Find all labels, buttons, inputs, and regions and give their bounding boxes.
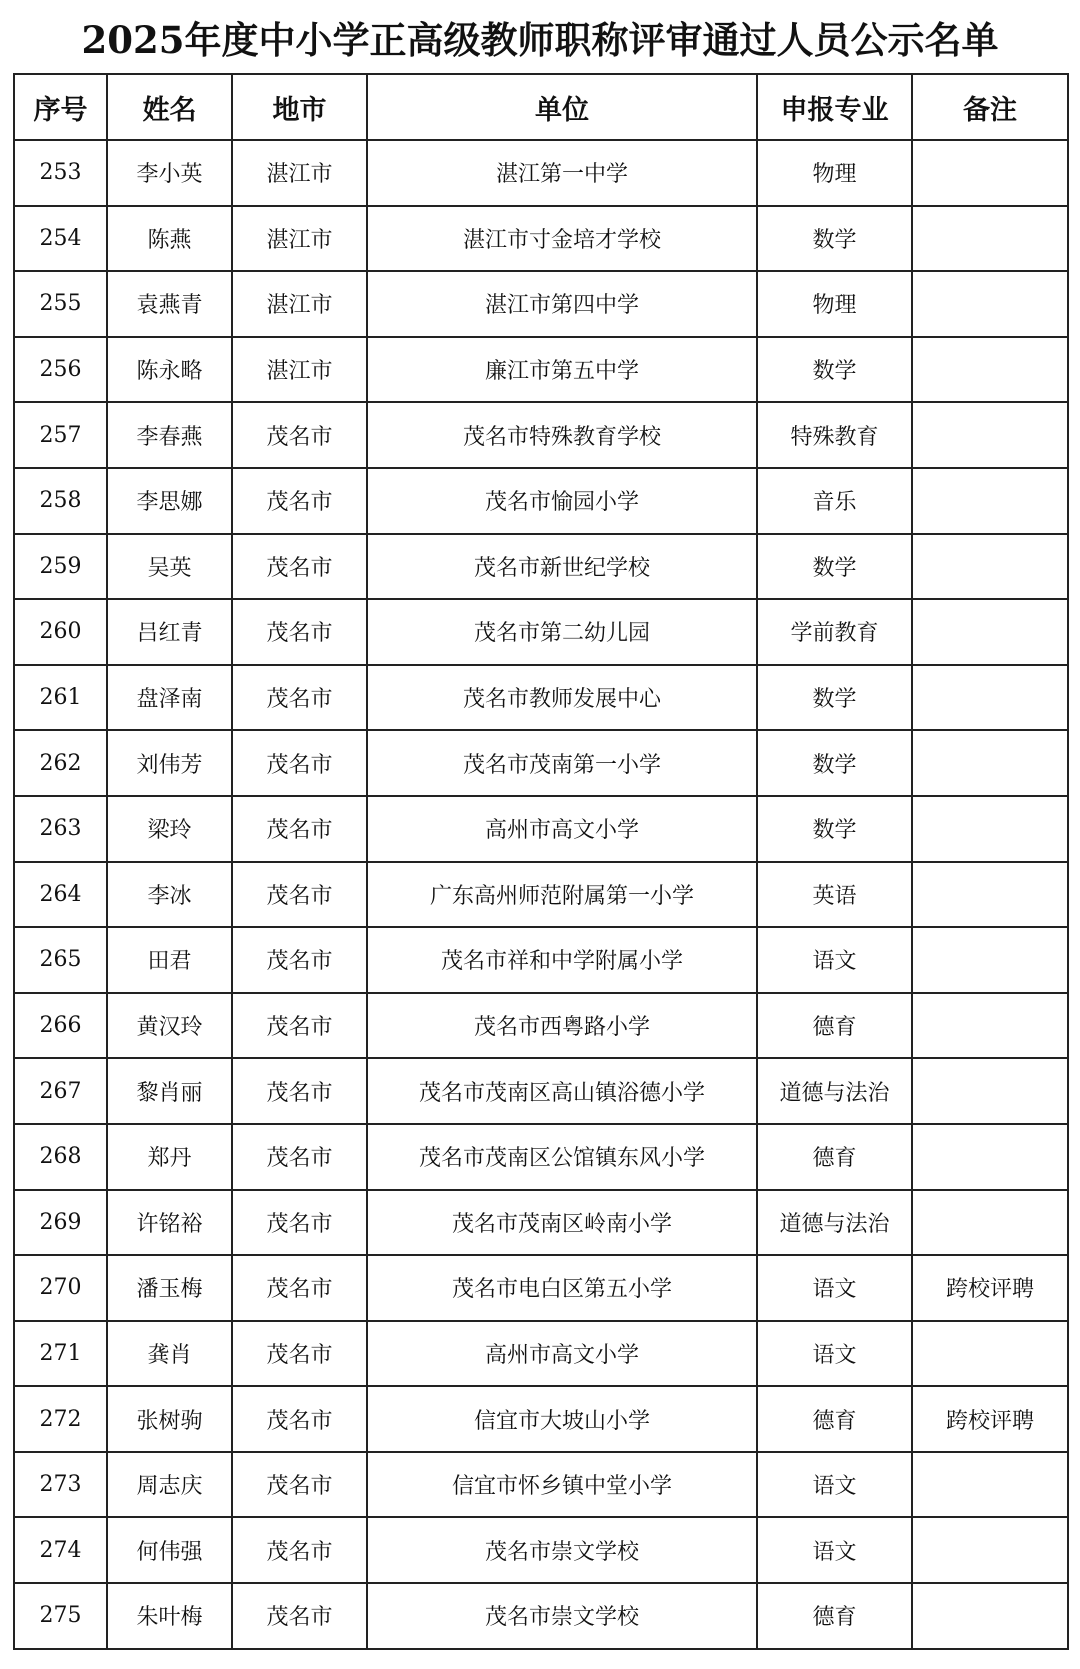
name-cell: 吕红青 xyxy=(107,599,232,665)
unit-cell: 茂名市第二幼儿园 xyxy=(367,599,757,665)
name-cell: 黎肖丽 xyxy=(107,1058,232,1124)
table-row xyxy=(14,206,1068,272)
table-row xyxy=(14,1255,1068,1321)
remark-cell xyxy=(912,1058,1068,1124)
major-cell: 学前教育 xyxy=(757,599,912,665)
table-row xyxy=(14,927,1068,993)
name-cell: 李春燕 xyxy=(107,402,232,468)
serial-cell: 267 xyxy=(14,1058,107,1124)
table-row xyxy=(14,534,1068,600)
header-major: 申报专业 xyxy=(757,74,912,140)
serial-cell: 256 xyxy=(14,337,107,403)
remark-cell xyxy=(912,1190,1068,1256)
header-unit: 单位 xyxy=(367,74,757,140)
major-cell: 物理 xyxy=(757,271,912,337)
city-cell: 湛江市 xyxy=(232,206,367,272)
remark-cell xyxy=(912,140,1068,206)
remark-cell xyxy=(912,1124,1068,1190)
major-cell: 道德与法治 xyxy=(757,1190,912,1256)
remark-cell xyxy=(912,534,1068,600)
table-row xyxy=(14,730,1068,796)
remark-cell xyxy=(912,730,1068,796)
document-title: 2025年度中小学正高级教师职称评审通过人员公示名单 xyxy=(81,18,999,62)
remark-cell: 跨校评聘 xyxy=(912,1255,1068,1321)
unit-cell: 茂名市茂南区公馆镇东风小学 xyxy=(367,1124,757,1190)
city-cell: 茂名市 xyxy=(232,862,367,928)
name-cell: 朱叶梅 xyxy=(107,1583,232,1649)
major-cell: 数学 xyxy=(757,665,912,731)
table-row xyxy=(14,140,1068,206)
unit-cell: 湛江市第四中学 xyxy=(367,271,757,337)
serial-cell: 266 xyxy=(14,993,107,1059)
remark-cell xyxy=(912,1583,1068,1649)
table-row xyxy=(14,402,1068,468)
city-cell: 茂名市 xyxy=(232,1583,367,1649)
table-row xyxy=(14,271,1068,337)
city-cell: 茂名市 xyxy=(232,1452,367,1518)
city-cell: 茂名市 xyxy=(232,1386,367,1452)
city-cell: 茂名市 xyxy=(232,993,367,1059)
city-cell: 茂名市 xyxy=(232,402,367,468)
unit-cell: 茂名市电白区第五小学 xyxy=(367,1255,757,1321)
serial-cell: 270 xyxy=(14,1255,107,1321)
remark-cell xyxy=(912,206,1068,272)
serial-cell: 265 xyxy=(14,927,107,993)
table-row xyxy=(14,599,1068,665)
serial-cell: 257 xyxy=(14,402,107,468)
unit-cell: 茂名市茂南区岭南小学 xyxy=(367,1190,757,1256)
major-cell: 语文 xyxy=(757,1255,912,1321)
unit-cell: 茂名市教师发展中心 xyxy=(367,665,757,731)
unit-cell: 茂名市崇文学校 xyxy=(367,1517,757,1583)
name-cell: 潘玉梅 xyxy=(107,1255,232,1321)
header-name: 姓名 xyxy=(107,74,232,140)
serial-cell: 273 xyxy=(14,1452,107,1518)
unit-cell: 湛江市寸金培才学校 xyxy=(367,206,757,272)
name-cell: 张树驹 xyxy=(107,1386,232,1452)
unit-cell: 茂名市茂南第一小学 xyxy=(367,730,757,796)
city-cell: 湛江市 xyxy=(232,271,367,337)
city-cell: 茂名市 xyxy=(232,1190,367,1256)
name-cell: 陈永略 xyxy=(107,337,232,403)
header-city: 地市 xyxy=(232,74,367,140)
unit-cell: 茂名市茂南区高山镇浴德小学 xyxy=(367,1058,757,1124)
city-cell: 湛江市 xyxy=(232,337,367,403)
major-cell: 数学 xyxy=(757,337,912,403)
unit-cell: 高州市高文小学 xyxy=(367,796,757,862)
major-cell: 数学 xyxy=(757,730,912,796)
table-row xyxy=(14,1190,1068,1256)
city-cell: 茂名市 xyxy=(232,796,367,862)
table-row xyxy=(14,665,1068,731)
name-cell: 周志庆 xyxy=(107,1452,232,1518)
name-cell: 刘伟芳 xyxy=(107,730,232,796)
serial-cell: 254 xyxy=(14,206,107,272)
table-row xyxy=(14,796,1068,862)
remark-cell xyxy=(912,993,1068,1059)
city-cell: 茂名市 xyxy=(232,1255,367,1321)
name-cell: 梁玲 xyxy=(107,796,232,862)
serial-cell: 272 xyxy=(14,1386,107,1452)
remark-cell xyxy=(912,1452,1068,1518)
table-row xyxy=(14,1452,1068,1518)
unit-cell: 廉江市第五中学 xyxy=(367,337,757,403)
remark-cell xyxy=(912,599,1068,665)
table-row xyxy=(14,993,1068,1059)
unit-cell: 湛江第一中学 xyxy=(367,140,757,206)
serial-cell: 261 xyxy=(14,665,107,731)
remark-cell xyxy=(912,927,1068,993)
name-cell: 李小英 xyxy=(107,140,232,206)
name-cell: 许铭裕 xyxy=(107,1190,232,1256)
major-cell: 数学 xyxy=(757,796,912,862)
unit-cell: 茂名市特殊教育学校 xyxy=(367,402,757,468)
remark-cell xyxy=(912,796,1068,862)
name-cell: 袁燕青 xyxy=(107,271,232,337)
remark-cell xyxy=(912,1321,1068,1387)
serial-cell: 274 xyxy=(14,1517,107,1583)
remark-cell xyxy=(912,468,1068,534)
city-cell: 茂名市 xyxy=(232,665,367,731)
major-cell: 德育 xyxy=(757,1386,912,1452)
unit-cell: 茂名市愉园小学 xyxy=(367,468,757,534)
major-cell: 语文 xyxy=(757,1452,912,1518)
unit-cell: 茂名市新世纪学校 xyxy=(367,534,757,600)
serial-cell: 268 xyxy=(14,1124,107,1190)
major-cell: 数学 xyxy=(757,534,912,600)
table-row xyxy=(14,1386,1068,1452)
header-serial: 序号 xyxy=(14,74,107,140)
remark-cell xyxy=(912,337,1068,403)
remark-cell xyxy=(912,665,1068,731)
serial-cell: 260 xyxy=(14,599,107,665)
city-cell: 茂名市 xyxy=(232,1058,367,1124)
table-row xyxy=(14,1583,1068,1649)
unit-cell: 信宜市怀乡镇中堂小学 xyxy=(367,1452,757,1518)
serial-cell: 264 xyxy=(14,862,107,928)
remark-cell xyxy=(912,1517,1068,1583)
name-cell: 黄汉玲 xyxy=(107,993,232,1059)
name-cell: 吴英 xyxy=(107,534,232,600)
major-cell: 物理 xyxy=(757,140,912,206)
major-cell: 德育 xyxy=(757,993,912,1059)
name-cell: 田君 xyxy=(107,927,232,993)
table-row xyxy=(14,1321,1068,1387)
major-cell: 德育 xyxy=(757,1583,912,1649)
serial-cell: 275 xyxy=(14,1583,107,1649)
roster-table xyxy=(13,73,1069,1650)
city-cell: 茂名市 xyxy=(232,1124,367,1190)
major-cell: 语文 xyxy=(757,1517,912,1583)
major-cell: 音乐 xyxy=(757,468,912,534)
city-cell: 茂名市 xyxy=(232,599,367,665)
major-cell: 德育 xyxy=(757,1124,912,1190)
name-cell: 李冰 xyxy=(107,862,232,928)
unit-cell: 茂名市西粤路小学 xyxy=(367,993,757,1059)
serial-cell: 258 xyxy=(14,468,107,534)
name-cell: 盘泽南 xyxy=(107,665,232,731)
major-cell: 语文 xyxy=(757,1321,912,1387)
city-cell: 茂名市 xyxy=(232,927,367,993)
table-row xyxy=(14,1124,1068,1190)
unit-cell: 广东高州师范附属第一小学 xyxy=(367,862,757,928)
unit-cell: 茂名市祥和中学附属小学 xyxy=(367,927,757,993)
remark-cell: 跨校评聘 xyxy=(912,1386,1068,1452)
serial-cell: 262 xyxy=(14,730,107,796)
city-cell: 茂名市 xyxy=(232,1517,367,1583)
serial-cell: 269 xyxy=(14,1190,107,1256)
serial-cell: 263 xyxy=(14,796,107,862)
table-body xyxy=(14,140,1068,1649)
unit-cell: 茂名市崇文学校 xyxy=(367,1583,757,1649)
table-header-row xyxy=(14,74,1068,140)
name-cell: 李思娜 xyxy=(107,468,232,534)
city-cell: 茂名市 xyxy=(232,1321,367,1387)
table-row xyxy=(14,337,1068,403)
table-row xyxy=(14,468,1068,534)
serial-cell: 253 xyxy=(14,140,107,206)
city-cell: 茂名市 xyxy=(232,730,367,796)
header-remark: 备注 xyxy=(912,74,1068,140)
name-cell: 龚肖 xyxy=(107,1321,232,1387)
city-cell: 茂名市 xyxy=(232,468,367,534)
table-row xyxy=(14,1517,1068,1583)
major-cell: 数学 xyxy=(757,206,912,272)
name-cell: 陈燕 xyxy=(107,206,232,272)
major-cell: 英语 xyxy=(757,862,912,928)
major-cell: 特殊教育 xyxy=(757,402,912,468)
unit-cell: 高州市高文小学 xyxy=(367,1321,757,1387)
table-row xyxy=(14,862,1068,928)
name-cell: 何伟强 xyxy=(107,1517,232,1583)
remark-cell xyxy=(912,862,1068,928)
city-cell: 茂名市 xyxy=(232,534,367,600)
unit-cell: 信宜市大坡山小学 xyxy=(367,1386,757,1452)
remark-cell xyxy=(912,271,1068,337)
serial-cell: 255 xyxy=(14,271,107,337)
major-cell: 语文 xyxy=(757,927,912,993)
remark-cell xyxy=(912,402,1068,468)
serial-cell: 271 xyxy=(14,1321,107,1387)
name-cell: 郑丹 xyxy=(107,1124,232,1190)
city-cell: 湛江市 xyxy=(232,140,367,206)
serial-cell: 259 xyxy=(14,534,107,600)
table-row xyxy=(14,1058,1068,1124)
major-cell: 道德与法治 xyxy=(757,1058,912,1124)
